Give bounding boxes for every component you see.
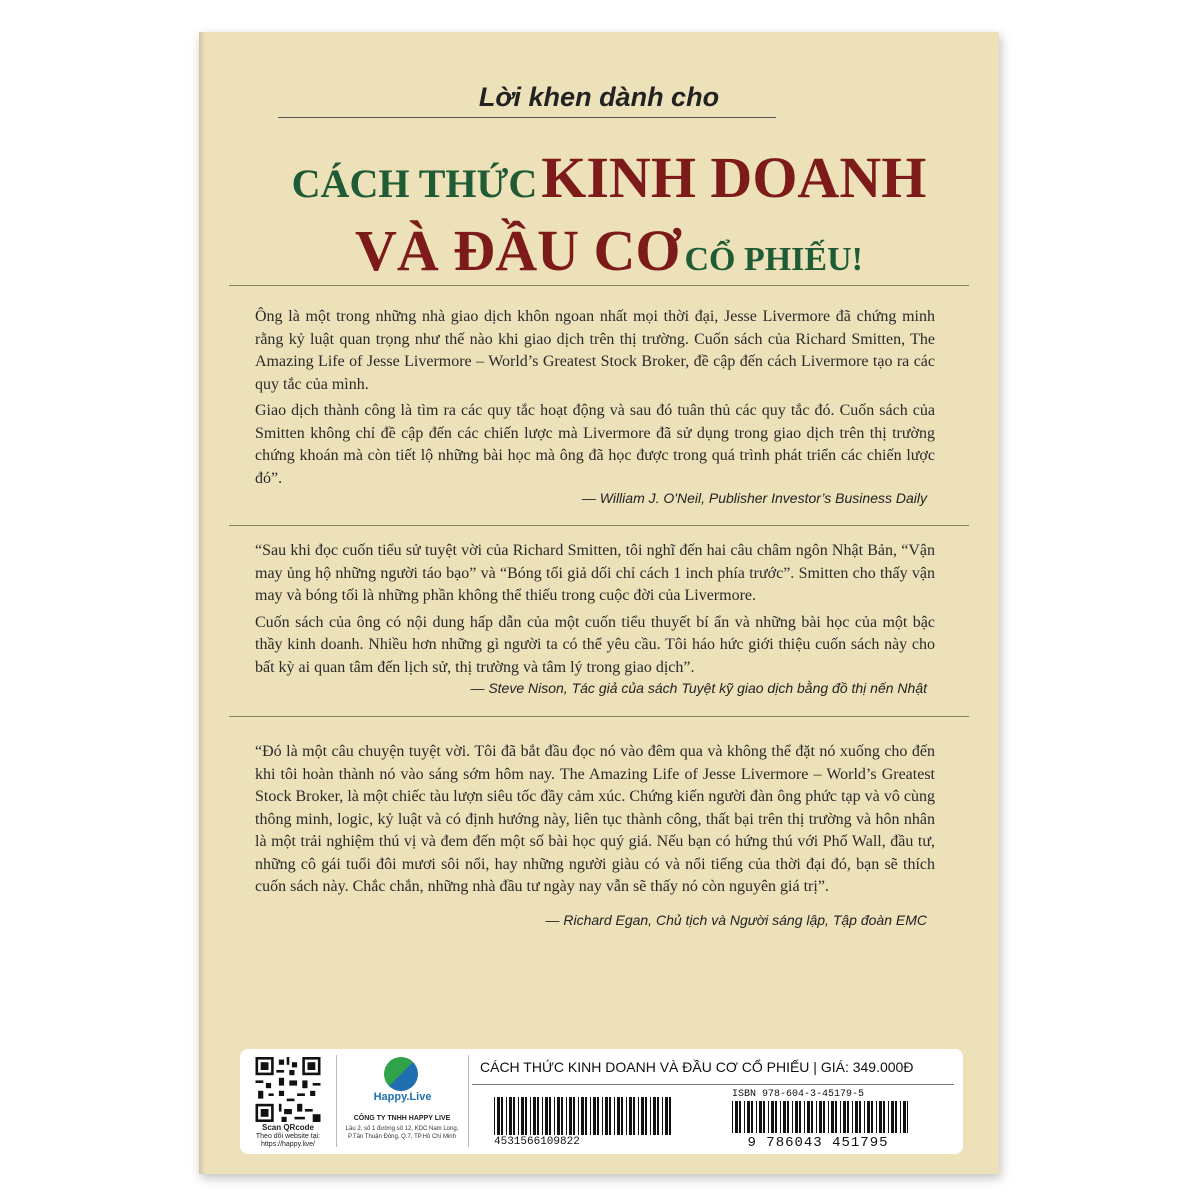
quote-1 xyxy=(255,306,935,494)
title-part-4: CỔ PHIẾU! xyxy=(684,241,863,278)
quote-paragraph: Giao dịch thành công là tìm ra các quy tắc hoạt động và sau đó tuân thủ các quy tắc đó. Cuốn sách của Smitten không chỉ đề cập đến các chiến lược mà Livermore đã sử dụng trong giao dịch trên thị trường chứng khoán mà còn tiết lộ những bài học mà ông đã học được trong quá trình phát triển các chiến lược đó”. xyxy=(255,402,935,487)
title-part-2: KINH DOANH xyxy=(541,145,927,210)
quote-paragraph: “Sau khi đọc cuốn tiểu sử tuyệt vời của Richard Smitten, tôi nghĩ đến hai câu châm ngôn Nhật Bản, “Vận may ủng hộ những người táo bạo” và “Bóng tối giả dối chỉ cách 1 inch phía trước”. Smitten cho thấy vận may và bóng tối là những phần không thể thiếu trong cuộc đời của Livermore. xyxy=(255,542,935,604)
section-divider xyxy=(229,285,969,286)
book-title-line-1 xyxy=(259,144,959,211)
barcode-left-number: 4531566109822 xyxy=(494,1136,580,1148)
qr-line-1: Theo dõi website tại: xyxy=(255,1133,321,1140)
price-bar xyxy=(480,1059,940,1075)
isbn-barcode xyxy=(732,1101,908,1133)
qr-line-2: https://happy.live/ xyxy=(261,1141,315,1148)
quote-paragraph: Cuốn sách của ông có nội dung hấp dẫn của một cuốn tiểu thuyết bí ẩn và những bài học của một bậc thầy kinh doanh. Nhiều hơn những gì người ta có thể yêu cầu. Tôi háo hức giới thiệu cuốn sách này cho bất kỳ ai quan tâm đến lịch sử, thị trường và tâm lý trong giao dịch”. xyxy=(255,613,935,676)
publisher-logo-icon xyxy=(384,1057,418,1091)
quote-attribution: — William J. O'Neil, Publisher Investor’s Business Daily xyxy=(581,490,927,506)
title-part-1: CÁCH THỨC xyxy=(291,161,538,206)
price-separator: | xyxy=(813,1059,817,1075)
price-underline xyxy=(472,1084,954,1085)
book-info-panel xyxy=(240,1049,963,1154)
qr-code[interactable] xyxy=(248,1057,328,1122)
section-divider xyxy=(229,716,969,717)
publisher-logo-text: Happy.Live xyxy=(373,1091,432,1103)
quote-2 xyxy=(255,540,935,683)
heading-underline xyxy=(278,117,776,118)
panel-separator xyxy=(336,1055,337,1147)
section-divider xyxy=(229,525,969,526)
book-title-line-2 xyxy=(259,217,959,284)
isbn-barcode-number: 9 786043 451795 xyxy=(747,1135,889,1151)
barcode-left xyxy=(494,1097,674,1135)
quote-paragraph: “Đó là một câu chuyện tuyệt vời. Tôi đã bắt đầu đọc nó vào đêm qua và không thể đặt nó xuống cho đến khi tôi hoàn thành nó vào sáng sớm hôm nay. The Amazing Life of Jesse Livermore – World’s Greatest Stock Broker, là một chiếc tàu lượn siêu tốc đầy cảm xúc. Chứng kiến người đàn ông phức tạp và vô cùng thông minh, logic, kỷ luật và có định hướng này, liên tục thành công, thất bại trên thị trường và hôn nhân là một trải nghiệm thú vị và đem đến một số bài học quý giá. Nếu bạn có hứng thú với Phố Wall, đầu tư, những cô gái tuổi đôi mươi sôi nổi, hay những người giàu có và nổi tiếng của thời đại đó, bạn sẽ thích cuốn sách này. Chắc chắn, những nhà đầu tư ngày nay vẫn sẽ thấy nó còn nguyên giá trị”. xyxy=(255,743,935,895)
qr-caption xyxy=(242,1124,334,1149)
isbn-label: ISBN 978-604-3-45179-5 xyxy=(732,1089,865,1100)
book-back-cover xyxy=(199,32,999,1174)
praise-heading: Lời khen dành cho xyxy=(478,82,720,112)
publisher-company: CÔNG TY TNHH HAPPY LIVE xyxy=(353,1115,451,1122)
price: GIÁ: 349.000Đ xyxy=(820,1059,914,1075)
qr-title: Scan QRcode xyxy=(261,1123,314,1132)
quote-3 xyxy=(255,741,935,903)
panel-separator xyxy=(468,1055,469,1147)
quote-paragraph: Ông là một trong những nhà giao dịch khôn ngoan nhất mọi thời đại, Jesse Livermore đã chứng minh rằng kỷ luật quan trọng như thế nào khi giao dịch trên thị trường. Cuốn sách của Richard Smitten, The Amazing Life of Jesse Livermore – World’s Greatest Stock Broker, đề cập đến cách Livermore tạo ra các quy tắc của mình. xyxy=(255,308,935,393)
quote-attribution: — Steve Nison, Tác giả của sách Tuyệt kỹ giao dịch bằng đồ thị nến Nhật xyxy=(470,680,927,696)
book-title-small: CÁCH THỨC KINH DOANH VÀ ĐẦU CƠ CỔ PHIẾU xyxy=(480,1059,810,1075)
spine-shadow xyxy=(199,32,205,1174)
title-part-3: VÀ ĐẦU CƠ xyxy=(355,218,681,283)
quote-attribution: — Richard Egan, Chủ tịch và Người sáng lập, Tập đoàn EMC xyxy=(545,912,927,928)
publisher-address: Lầu 2, số 1 đường số 12, KDC Nam Long, P.Tân Thuận Đông, Q.7, TP.Hồ Chí Minh xyxy=(345,1126,459,1140)
